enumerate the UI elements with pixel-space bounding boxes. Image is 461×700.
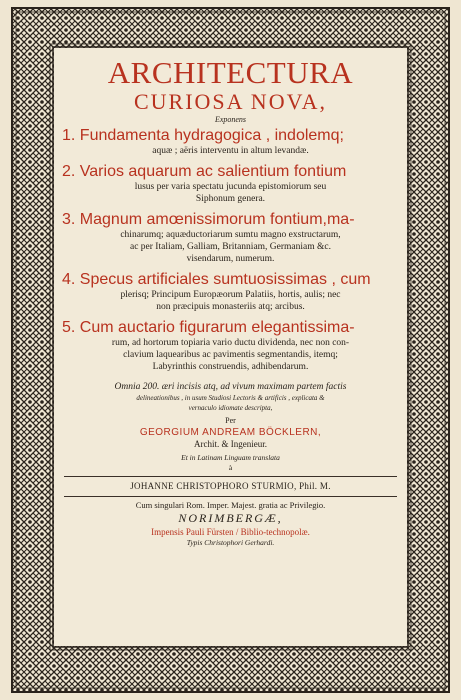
exponens-label: Exponens xyxy=(214,115,247,124)
item-line: clavium laquearibus ac pavimentis segmentandis, itemq; xyxy=(123,350,338,360)
item-number: 3. xyxy=(62,211,76,228)
item-number: 4. xyxy=(62,271,76,288)
item-line: chinarumq; aquæductoriarum sumtu magno exstructarum, xyxy=(120,230,341,240)
item-heading: Fundamenta hydragogica , indolemq; xyxy=(79,127,344,144)
privilege-line: Cum singulari Rom. Imper. Majest. gratia ac Privilegio. xyxy=(135,500,326,510)
omnia-line: vernaculo idiomate descripta, xyxy=(188,404,273,412)
list-item-5 xyxy=(62,318,399,373)
subtitle: CURIOSA NOVA, xyxy=(133,89,328,114)
item-line: ac per Italiam, Galliam, Britanniam, Germaniam &c. xyxy=(129,242,331,252)
list-item-1 xyxy=(62,126,399,157)
main-title: ARCHITECTURA xyxy=(107,55,354,90)
item-number: 5. xyxy=(62,319,76,336)
imprint-city: NORIMBERGÆ, xyxy=(178,511,283,525)
item-line: non præcipuis monasteriis atq; arcibus. xyxy=(156,302,305,312)
item-line: lusus per varia spectatu jucunda epistomiorum seu xyxy=(134,182,327,192)
omnia-line: Omnia 200. æri incisis atq, ad vivum maximam partem factis xyxy=(114,382,347,392)
translator-name: JOHANNE CHRISTOPHORO STURMIO, Phil. M. xyxy=(130,481,331,491)
item-heading: Cum auctario figurarum elegantissima- xyxy=(79,319,355,336)
omnia-line: delineationibus , in usum Studiosi Lectoris & artificis , explicata & xyxy=(136,394,325,402)
list-item-2 xyxy=(62,162,399,205)
author-name: GEORGIUM ANDREAM BÖCKLERN, xyxy=(139,427,322,438)
item-line: visendarum, numerum. xyxy=(186,254,275,264)
item-heading: Magnum amœnissimorum fontium,ma- xyxy=(79,211,355,228)
author-title: Archit. & Ingenieur. xyxy=(194,439,267,449)
divider xyxy=(64,496,397,497)
divider xyxy=(64,476,397,477)
list-item-4 xyxy=(62,270,399,313)
item-line: aquæ ; aëris interventu in altum levandæ. xyxy=(152,146,309,156)
title-text-block xyxy=(54,48,407,646)
item-number: 2. xyxy=(62,163,76,180)
item-heading: Varios aquarum ac salientium fontium xyxy=(79,163,347,180)
item-line: rum, ad hortorum topiaria vario ductu dividenda, nec non con- xyxy=(111,338,350,348)
a-label: à xyxy=(228,463,233,472)
item-heading: Specus artificiales sumtuosissimas , cum xyxy=(79,271,371,288)
item-line: Siphonum genera. xyxy=(195,194,266,204)
publisher-line: Impensis Pauli Fürsten / Biblio-technopolæ. xyxy=(151,527,310,537)
item-line: plerisq; Principum Europæorum Palatiis, hortis, aulis; nec xyxy=(120,290,341,300)
per-label: Per xyxy=(225,416,236,425)
printer-line: Typis Christophori Gerhardi. xyxy=(186,538,275,547)
item-number: 1. xyxy=(62,127,76,144)
list-item-3 xyxy=(62,210,399,265)
item-line: Labyrinthis construendis, adhibendarum. xyxy=(152,362,309,372)
translation-note: Et in Latinam Linguam translata xyxy=(181,453,280,462)
